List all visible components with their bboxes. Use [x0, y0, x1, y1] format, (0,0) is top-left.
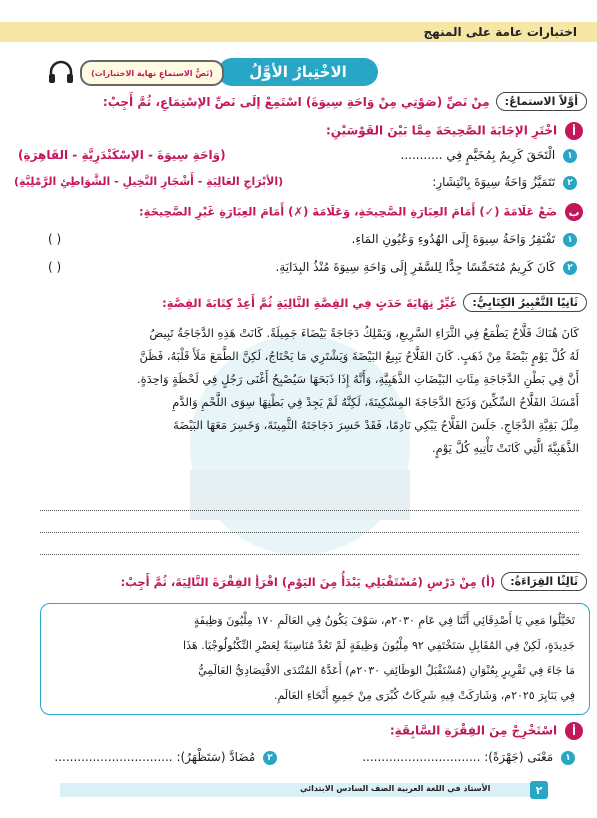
passage-line: جَدِيدَةٍ، لَكِنْ فِي المُقَابِلِ سَتَخْتَفِي ٩٢ مِلْيُونَ وَظِيفَةٍ لَمْ تَعُدْ مُنَاسِبَةً لِعَصْرِ التِّكْنُولُوجْيَا. هَذَا: [183, 639, 575, 652]
reading-q1-item: ٢ مُضَادَّ (سَتَظْهَرُ): ...............................: [54, 750, 277, 765]
item-text: تَتَمَيَّزُ وَاحَةُ سِيوَةَ بِانْتِشَارِ:: [432, 175, 556, 189]
listening-label: أوَّلاً الاستماعُ:: [496, 92, 587, 111]
passage-line: فِي يَنَايِرَ ٢٠٢٥م، وَشَارَكَتْ فِيهِ شَرِكَاتٌ كُبْرَى مِنْ جَمِيعِ أَنْحَاءِ العَالَمِ.: [273, 689, 575, 702]
item-options: (الأبْرَاجِ العَالِيَةِ - أَشْجَارِ النَّخِيلِ - الشَّوَاطِئِ الرَّمْلِيَّةِ): [14, 175, 284, 188]
question-a-marker: أ: [565, 722, 583, 740]
test-title: الاخْتِبارُ الأوَّلُ: [218, 58, 378, 86]
answer-line[interactable]: [40, 510, 579, 511]
story-line: الذَّهَبِيَّةَ الَّتِي كَانَتْ تَأْتِيهِ كُلَّ يَوْمٍ.: [431, 441, 579, 455]
answer-box[interactable]: ( ): [48, 232, 62, 246]
listening-q2-item: ١ تَفْتَقِرُ وَاحَةُ سِيوَةَ إِلَى الهُدُوءِ وَعُيُونِ المَاءِ.: [352, 232, 577, 247]
footer-text: الأستاذ في اللغة العربية الصف السادس الابتدائي: [300, 784, 491, 793]
reading-q1-title: اسْتَخْرِجْ مِنَ الفِقْرَةِ السَّابِقَةِ:: [389, 723, 558, 738]
answer-line[interactable]: [40, 532, 579, 533]
story-line: أَمْسَكَ الفَلَّاحُ السِّكِّينَ وَذَبَحَ الدَّجَاجَةَ المِسْكِينَةَ، لَكِنَّهُ لَمْ يَجِدْ فِي بَطْنِهَا سِوَى اللَّحْمِ وَالدَّمِ: [172, 395, 579, 409]
story-line: لَهُ كُلَّ يَوْمٍ بَيْضَةً مِنْ ذَهَبٍ. كَانَ الفَلَّاحُ يَبِيعُ البَيْضَةَ وَيَشْتَرِي مَا يَحْتَاجُ، لَكِنَّ الطَّمَعَ مَلَأَ قَلْبَهُ، فَظَنَّ: [139, 349, 579, 363]
listening-q2-title: ضَعْ عَلَامَةَ (✓) أَمَامَ العِبَارَةِ الصَّحِيحَةِ، وَعَلَامَةَ (✗) أَمَامَ العِبَارَةِ غَيْرِ الصَّحِيحَةِ:: [139, 204, 558, 219]
reading-q1-item: ١ مَعْنَى (جَهْرَةً): ...............................: [362, 750, 575, 765]
answer-box[interactable]: ( ): [48, 260, 62, 274]
item-text: مُضَادَّ (سَتَظْهَرُ): ...............................: [54, 750, 256, 764]
listening-q1-item: ١ الْتَحَقَ كَرِيمٌ بِمُخَيَّمٍ فِي ...........: [401, 148, 577, 163]
question-b-marker: ب: [565, 203, 583, 221]
listening-instruction: مِنْ نَصِّ (صَوْتِي مِنْ وَاحَةِ سِيوَةَ) اسْتَمِعْ إلَى نَصِّ الإسْتِمَاعِ، ثُمَّ أَجِبْ:: [102, 94, 490, 109]
answer-line[interactable]: [40, 554, 579, 555]
story-line: أَنَّ فِي بَطْنِ الدَّجَاجَةِ مِئَاتِ البَيْضَاتِ الذَّهَبِيَّةِ، وَأَنَّهُ إِذَا ذَبَحَهَا سَيُصْبِحُ أَغْنَى رَجُلٍ فِي لَحْظَةٍ وَاحِدَةٍ.: [136, 372, 579, 386]
headphones-icon: [48, 60, 74, 84]
listening-note: (نَصُّ الاستماعِ نهاية الاختبارات): [80, 60, 224, 86]
reading-label: ثَالِثًا القِرَاءَةُ:: [501, 572, 587, 591]
reading-instruction: (أ) مِنْ دَرْسِ (مُسْتَقْبَلِي يَبْدَأُ مِنَ اليَوْمِ) اقْرَأِ الفِقْرَةَ التَّالِيَةَ، ثُمَّ أَجِبْ:: [120, 574, 496, 589]
header-title: اختبارات عامة على المنهج: [423, 25, 577, 39]
writing-label: ثَانِيًا التَّعْبِيرُ الكِتَابِيُّ:: [463, 293, 587, 312]
reading-passage: [50, 608, 575, 708]
item-text: مَعْنَى (جَهْرَةً): ...............................: [362, 750, 554, 764]
item-options: (وَاحَةِ سِيوَةَ - الإسْكَنْدَرِيَّةِ - القَاهِرَةِ): [18, 148, 226, 162]
story-line: مِثْلَ بَقِيَّةِ الدَّجَاجِ. جَلَسَ الفَلَّاحُ يَبْكِي نَادِمًا، فَقَدْ خَسِرَ دَجَاجَتَهُ الثَّمِينَةَ، وَخَسِرَ مَعَهَا البَيْضَةَ: [173, 418, 579, 432]
passage-line: تَخَيَّلُوا مَعِي يَا أَصْدِقَائِي أَنَّنَا فِي عَامِ ٢٠٣٠م، سَوْفَ يَكُونُ فِي العَالَمِ ١٧٠ مِلْيُونَ وَظِيفَةٍ: [193, 614, 575, 627]
item-text: الْتَحَقَ كَرِيمٌ بِمُخَيَّمٍ فِي ...........: [400, 148, 556, 162]
listening-q1-title: اخْتَرِ الإجَابَةَ الصَّحِيحَةَ مِمَّا بَيْنَ القَوْسَيْنِ:: [325, 123, 558, 138]
story-line: كَانَ هُنَاكَ فَلَّاحٌ يَطْمَعُ فِي الثَّرَاءِ السَّرِيعِ، وَيَمْلِكُ دَجَاجَةً بَيْضَاءَ جَمِيلَةً. كَانَتْ هَذِهِ الدَّجَاجَةُ تَبِيضُ: [149, 326, 579, 340]
item-text: تَفْتَقِرُ وَاحَةُ سِيوَةَ إِلَى الهُدُوءِ وَعُيُونِ المَاءِ.: [351, 232, 556, 246]
item-text: كَانَ كَرِيمٌ مُتَحَمِّسًا جِدًّا لِلسَّفَرِ إِلَى وَاحَةِ سِيوَةَ مُنْذُ البِدَايَةِ.: [275, 260, 556, 274]
question-a-marker: أ: [565, 122, 583, 140]
page-number: ٢: [530, 781, 548, 799]
listening-q2-item: ٢ كَانَ كَرِيمٌ مُتَحَمِّسًا جِدًّا لِلسَّفَرِ إِلَى وَاحَةِ سِيوَةَ مُنْذُ البِدَايَةِ.: [276, 260, 577, 275]
passage-line: مَا جَاءَ فِي تَقْرِيرٍ بِعُنْوَانِ (مُسْتَقْبَلُ الوَظَائِفِ ٢٠٣٠م) أَعَدَّهُ المُنْتَدَى الاقْتِصَادِيُّ العَالَمِيُّ: [198, 664, 575, 677]
writing-instruction: غَيِّرْ نِهَايَةَ حَدَثٍ فِي القِصَّةِ التَّالِيَةِ ثُمَّ أَعِدْ كِتَابَةَ القِصَّةِ:: [162, 295, 458, 310]
listening-q1-item: ٢ تَتَمَيَّزُ وَاحَةُ سِيوَةَ بِانْتِشَارِ:: [432, 175, 577, 190]
story-paragraph: [18, 322, 579, 460]
